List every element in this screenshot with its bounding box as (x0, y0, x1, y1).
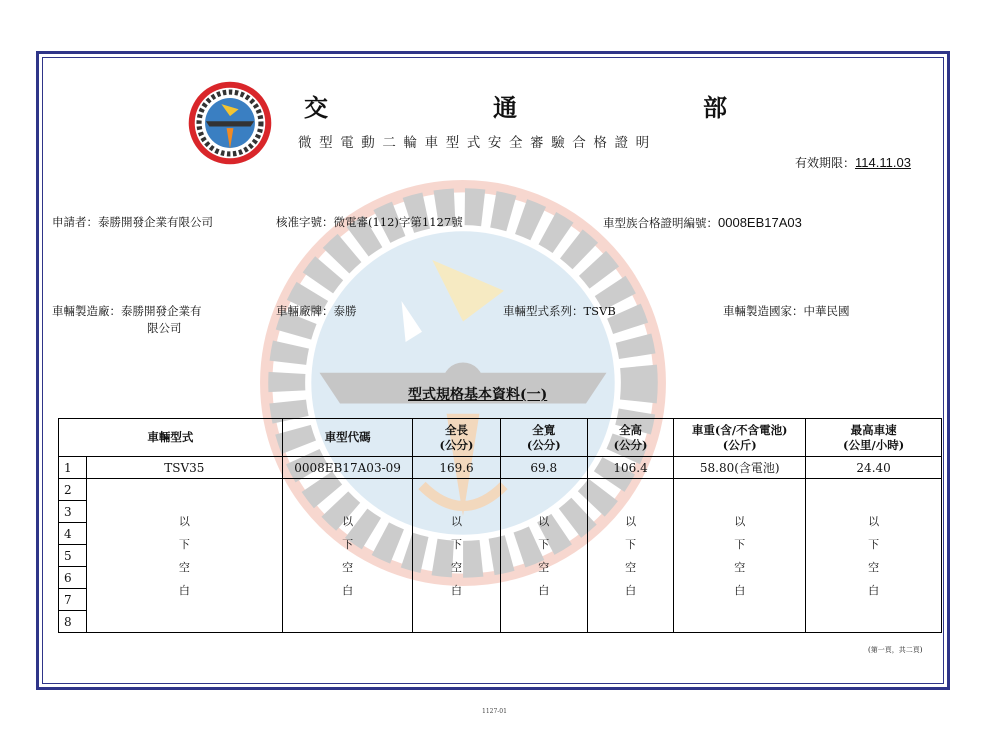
table-row (59, 457, 942, 479)
title-char-3: 部 (703, 93, 727, 122)
cell-weight: 58.80(含電池) (674, 457, 806, 479)
header-width: 全寬 (公分) (500, 419, 587, 457)
header-length: 全長 (公分) (413, 419, 500, 457)
cell-height: 106.4 (587, 457, 673, 479)
maker-field (52, 303, 202, 337)
header-code: 車型代碼 (282, 419, 413, 457)
row-number: 6 (59, 567, 87, 589)
title-char-1: 交 (304, 93, 328, 122)
maker-value-line1: 泰勝開發企業有 (121, 304, 202, 318)
maker-label: 車輛製造廠： (52, 304, 121, 318)
row-number: 5 (59, 545, 87, 567)
table-row (59, 479, 942, 501)
blank-col-weight: 以 下 空 白 (674, 479, 806, 633)
row-number: 8 (59, 611, 87, 633)
blank-col-length: 以 下 空 白 (413, 479, 500, 633)
blank-col-width: 以 下 空 白 (500, 479, 587, 633)
header-weight: 車重(含/不含電池) (公斤) (674, 419, 806, 457)
cell-model: TSV35 (86, 457, 282, 479)
row-number: 1 (59, 457, 87, 479)
cell-length: 169.6 (413, 457, 500, 479)
series-field (503, 303, 616, 320)
applicant-value: 泰勝開發企業有限公司 (98, 215, 213, 229)
header-height: 全高 (公分) (587, 419, 673, 457)
cell-width: 69.8 (500, 457, 587, 479)
blank-col-height: 以 下 空 白 (587, 479, 673, 633)
page-info: (第一頁，共二頁) (868, 646, 923, 654)
cell-speed: 24.40 (806, 457, 942, 479)
country-label: 車輛製造國家： (723, 304, 804, 318)
row-number: 3 (59, 501, 87, 523)
expiry-label: 有效期限： (795, 156, 856, 170)
approval-field (276, 214, 463, 231)
header-model: 車輛型式 (59, 419, 283, 457)
applicant-field (52, 214, 213, 231)
cert-number-label: 車型族合格證明編號： (603, 216, 718, 230)
cell-code: 0008EB17A03-09 (282, 457, 413, 479)
series-label: 車輛型式系列： (503, 304, 584, 318)
blank-col-code: 以 下 空 白 (282, 479, 413, 633)
maker-value-line2: 限公司 (147, 321, 182, 335)
approval-value: 微電審(112)字第1127號 (333, 215, 463, 229)
cert-number-field (603, 214, 802, 232)
blank-col-speed: 以 下 空 白 (806, 479, 942, 633)
row-number: 4 (59, 523, 87, 545)
expiry-date (795, 154, 911, 171)
country-field (723, 303, 850, 320)
row-number: 7 (59, 589, 87, 611)
blank-col-model: 以 下 空 白 (86, 479, 282, 633)
certificate-subtitle: 微型電動二輪車型式安全審驗合格證明 (298, 135, 657, 151)
applicant-label: 申請者： (52, 215, 98, 229)
country-value: 中華民國 (803, 304, 850, 318)
spec-table-header-row (59, 419, 942, 457)
header-speed: 最高車速 (公里/小時) (806, 419, 942, 457)
brand-field (276, 303, 357, 320)
cert-number-value: 0008EB17A03 (718, 215, 802, 230)
spec-table-title: 型式規格基本資料(一) (408, 387, 548, 403)
spec-table (58, 418, 942, 633)
approval-label: 核准字號： (276, 215, 334, 229)
ministry-emblem-icon (187, 80, 273, 166)
footer-code: 1127-01 (482, 708, 507, 715)
series-value: TSVB (583, 304, 616, 318)
expiry-value: 114.11.03 (855, 155, 911, 170)
title-char-2: 通 (493, 93, 517, 122)
brand-value: 泰勝 (333, 304, 357, 318)
row-number: 2 (59, 479, 87, 501)
brand-label: 車輛廠牌： (276, 304, 334, 318)
